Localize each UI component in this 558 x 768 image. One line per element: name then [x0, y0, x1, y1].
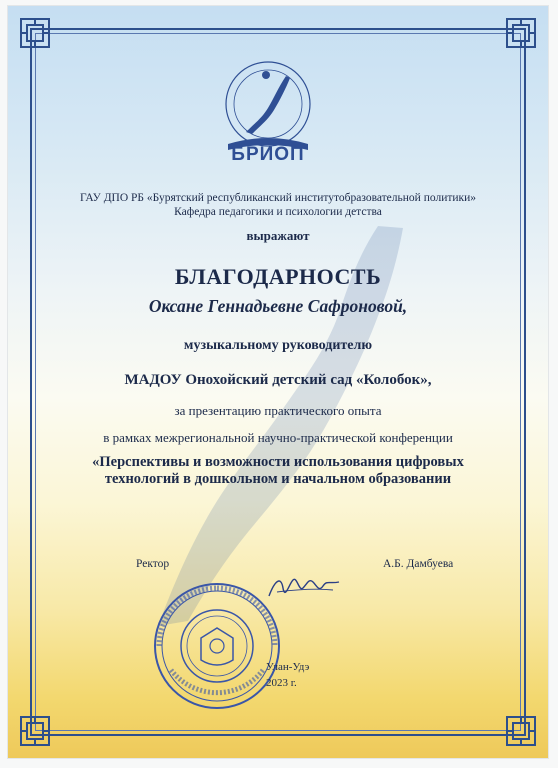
corner-ornament-icon — [504, 16, 538, 50]
recipient-position: музыкальному руководителю — [183, 338, 373, 353]
reason-line-2: в рамках межрегиональной научно-практической конференции — [103, 430, 453, 445]
conference-title — [38, 454, 518, 488]
issue-city: Улан-Удэ — [266, 661, 310, 673]
signature-icon — [263, 566, 343, 606]
issuer-organization — [48, 191, 508, 219]
issue-year: 2023 г. — [266, 677, 297, 689]
issuer-department: Кафедра педагогики и психологии детства — [174, 206, 382, 218]
signatory-role: Ректор — [136, 558, 170, 570]
conference-line-1: «Перспективы и возможности использования цифровых — [92, 454, 464, 470]
recipient-organization: МАДОУ Онохойский детский сад «Колобок», — [124, 372, 432, 388]
certificate-page — [8, 6, 548, 758]
corner-ornament-icon — [18, 16, 52, 50]
logo-acronym: БРИОП — [231, 144, 305, 165]
reason-line-1: за презентацию практического опыта — [174, 403, 382, 418]
signatory-name: А.Б. Дамбуева — [383, 558, 454, 570]
issuer-name: ГАУ ДПО РБ «Бурятский республиканский институтобразовательной политики» — [79, 192, 477, 204]
corner-ornament-icon — [504, 714, 538, 748]
certificate-title: БЛАГОДАРНОСТЬ — [174, 264, 382, 289]
corner-ornament-icon — [18, 714, 52, 748]
conference-line-2: технологий в дошкольном и начальном образовании — [104, 471, 452, 487]
express-verb: выражают — [246, 228, 310, 243]
recipient-name: Оксане Геннадьевне Сафроновой, — [148, 296, 408, 316]
briop-logo-icon — [208, 58, 328, 174]
